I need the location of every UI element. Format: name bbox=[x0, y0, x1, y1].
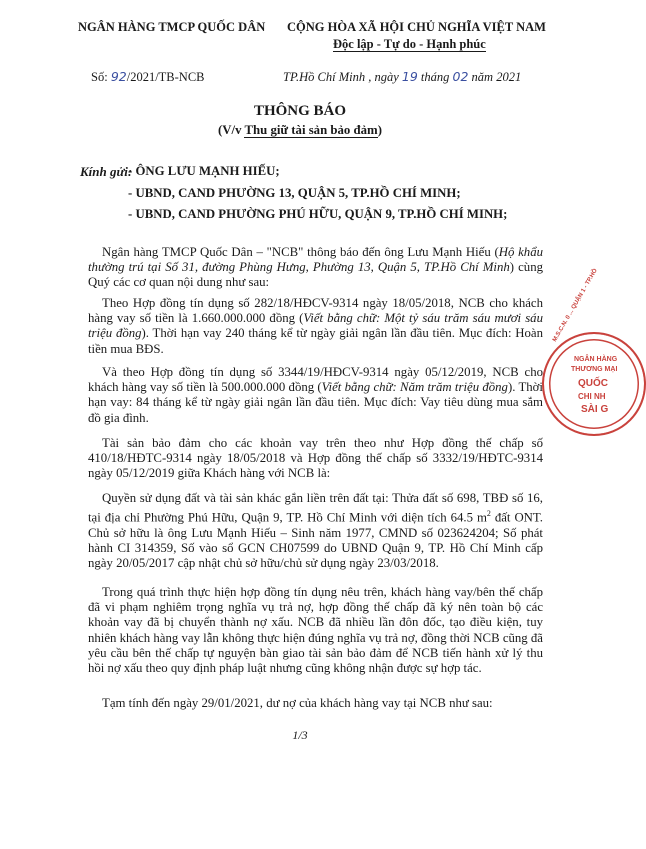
stamp-line-3: QUỐC bbox=[578, 378, 608, 389]
date-month-label: tháng bbox=[417, 70, 453, 84]
ref-suffix: /2021/TB-NCB bbox=[126, 70, 205, 84]
paragraph-default: Trong quá trình thực hiện hợp đồng tín dụng nêu trên, khách hàng vay/bên thế chấp đã vi phạm nghiêm trọng nghĩa vụ trả nợ, hợp đồng thế chấp đã ký nên toàn bộ các khoản vay đã bị chuyển thành nợ xấu. NCB đã nhiều lần đôn đốc, tạo điều kiện, tuy nhiên khách hàng vay lẫn không thực hiện đúng nghĩa vụ trả nợ, đồng thời NCB cũng đã yêu cầu bên thế chấp tự nguyện bàn giao tài sản bảo đảm để NCB tiến hành xử lý thu hồi nợ xấu theo quy định pháp luật nhưng cũng không nhận được sự hợp tác. bbox=[88, 585, 543, 676]
recipient-1: - ÔNG LƯU MẠNH HIẾU; bbox=[128, 164, 280, 178]
paragraph-loan-1: Theo Hợp đồng tín dụng số 282/18/HĐCV-9314 ngày 18/05/2018, NCB cho khách hàng vay số tiền là 1.660.000.000 đồng (Viết bằng chữ: Một tỷ sáu trăm sáu mươi sáu triệu đồng). Thời hạn vay 240 tháng kể từ ngày giải ngân lần đầu tiên. Mục đích: Hoàn tiền mua BĐS. bbox=[88, 296, 543, 356]
recipient-2: - UBND, CAND PHƯỜNG 13, QUẬN 5, TP.HỒ CHÍ MINH; bbox=[128, 186, 461, 200]
subject-suffix: ) bbox=[377, 123, 382, 137]
date-day-handwritten: 19 bbox=[401, 69, 418, 84]
stamp-line-1: NGÂN HÀNG bbox=[574, 356, 618, 363]
date-prefix: TP.Hồ Chí Minh , ngày bbox=[283, 70, 402, 84]
document-title: THÔNG BÁO bbox=[253, 103, 347, 119]
date-year: năm 2021 bbox=[468, 70, 522, 84]
paragraph-debt-summary: Tạm tính đến ngày 29/01/2021, dư nợ của khách hàng vay tại NCB như sau: bbox=[102, 696, 493, 710]
national-motto-text: Độc lập - Tự do - Hạnh phúc bbox=[333, 37, 486, 51]
subject-text: Thu giữ tài sản bảo đảm bbox=[244, 123, 378, 137]
stamp-line-4: CHI NH bbox=[578, 392, 606, 401]
subject-prefix: (V/v bbox=[218, 123, 245, 137]
company-seal-stamp bbox=[542, 267, 646, 436]
reference-number bbox=[91, 69, 205, 85]
bank-name: NGÂN HÀNG TMCP QUỐC DÂN bbox=[78, 20, 266, 34]
stamp-ring-text: M.S.C.N. 0 ... QUẬN 1 - TP.HỒ bbox=[552, 267, 599, 343]
paragraph-loan-2: Và theo Hợp đồng tín dụng số 3344/19/HĐCV-9314 ngày 05/12/2019, NCB cho khách hàng vay số tiền là 500.000.000 đồng (Viết bằng chữ: Năm trăm triệu đồng). Thời hạn vay: 84 tháng kể từ ngày giải ngân lần đầu tiên. Mục đích: Vay tiêu dùng mua sắm đồ gia đình. bbox=[88, 365, 543, 425]
national-motto bbox=[333, 37, 486, 52]
ref-number-handwritten: 92 bbox=[110, 69, 127, 84]
paragraph-intro: Ngân hàng TMCP Quốc Dân – "NCB" thông báo đến ông Lưu Mạnh Hiếu (Hộ khẩu thường trú tại Số 31, đường Phùng Hưng, Phường 13, Quận 5, TP.Hồ Chí Minh) cùng Quý các cơ quan nội dung như sau: bbox=[88, 245, 543, 290]
ref-prefix: Số: bbox=[91, 70, 111, 84]
date-month-handwritten: 02 bbox=[452, 69, 469, 84]
republic-title: CỘNG HÒA XÃ HỘI CHỦ NGHĨA VIỆT NAM bbox=[287, 20, 546, 34]
recipients-label: Kính gửi: bbox=[80, 164, 133, 179]
issue-date bbox=[283, 69, 521, 85]
recipient-3: - UBND, CAND PHƯỜNG PHÚ HỮU, QUẬN 9, TP.HỒ CHÍ MINH; bbox=[128, 207, 508, 221]
stamp-line-5: SÀI G bbox=[581, 404, 609, 415]
paragraph-collateral: Tài sản bảo đảm cho các khoản vay trên theo như Hợp đồng thế chấp số 410/18/HĐTC-9314 ngày 18/05/2018 và Hợp đồng thế chấp số 3332/19/HĐTC-9314 ngày 05/12/2019 giữa Khách hàng với NCB là: bbox=[88, 436, 543, 481]
document-subject bbox=[0, 123, 600, 138]
page-number: 1/3 bbox=[292, 728, 308, 742]
stamp-line-2: THƯƠNG MẠI bbox=[571, 366, 618, 373]
paragraph-property: Quyền sử dụng đất và tài sản khác gắn liền trên đất tại: Thửa đất số 698, TBĐ số 16, tại địa chỉ Phường Phú Hữu, Quận 9, TP. Hồ Chí Minh với diện tích 64.5 $m^2$ đất ONT. Chủ sở hữu là ông Lưu Mạnh Hiếu – Sinh năm 1977, CMND số 023624204; Số phát hành CI 314359, Số vào sổ GCN CH07599 do UBND Quận 9, TP. Hồ Chí Minh cấp ngày 20/05/2017 cập nhật chủ sở hữu/chủ sử dụng ngày 23/03/2018. bbox=[88, 491, 543, 571]
